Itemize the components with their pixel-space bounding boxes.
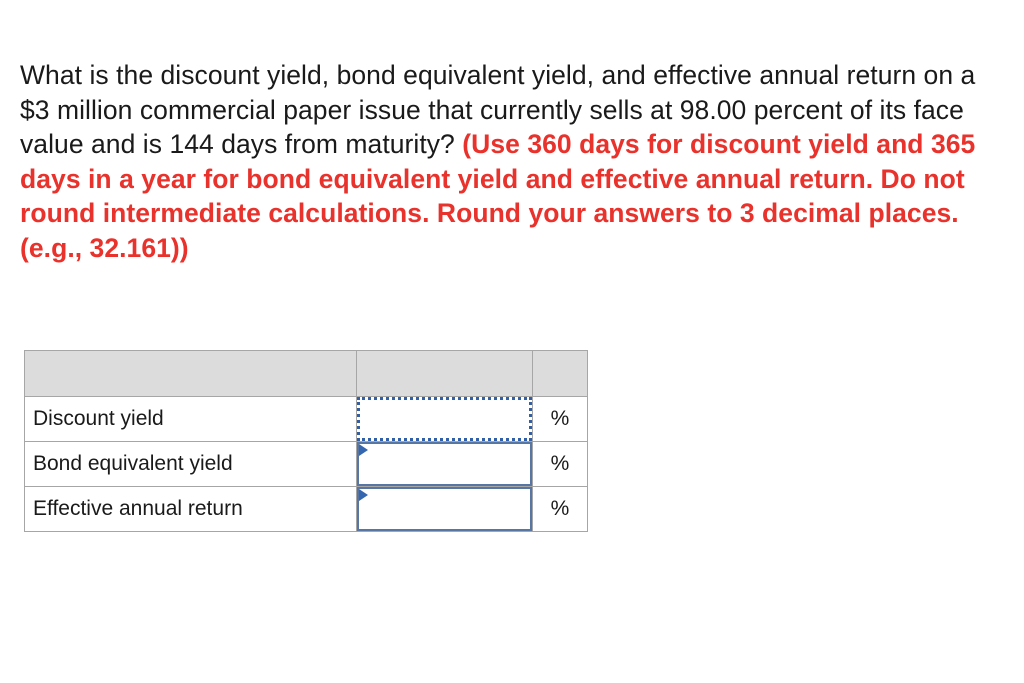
cell-flag-icon — [359, 444, 368, 456]
input-cell-discount-yield — [357, 397, 533, 442]
table-row — [25, 442, 588, 487]
bond-equivalent-yield-input-wrapper — [357, 442, 532, 486]
unit-effective-annual-return: % — [533, 487, 588, 532]
unit-bond-equivalent-yield: % — [533, 442, 588, 487]
bond-equivalent-yield-input[interactable] — [359, 444, 530, 484]
answer-table — [24, 350, 588, 532]
header-cell-value — [357, 351, 533, 397]
unit-discount-yield: % — [533, 397, 588, 442]
table-row — [25, 397, 588, 442]
input-cell-bond-equivalent-yield — [357, 442, 533, 487]
question-instruction: (Use 360 days for discount yield and 365 days in a year for bond equivalent yield and effective annual return. Do not round intermediate calculations. Round your answers to 3 decimal places. (e.g., 32.161)) — [20, 129, 976, 263]
row-label-bond-equivalent-yield: Bond equivalent yield — [25, 442, 357, 487]
question-body: What is the discount yield, bond equivalent yield, and effective annual return on a $3 million commercial paper issue that currently sells at 98.00 percent of its face value and is 144 days from maturity? — [20, 60, 976, 160]
effective-annual-return-input-wrapper — [357, 487, 532, 531]
question-text — [20, 58, 1010, 266]
header-cell-unit — [533, 351, 588, 397]
row-label-effective-annual-return: Effective annual return — [25, 487, 357, 532]
cell-flag-icon — [359, 489, 368, 501]
table-row — [25, 487, 588, 532]
row-label-discount-yield: Discount yield — [25, 397, 357, 442]
header-cell-label — [25, 351, 357, 397]
discount-yield-input[interactable] — [360, 400, 529, 438]
input-cell-effective-annual-return — [357, 487, 533, 532]
discount-yield-input-wrapper — [357, 397, 532, 441]
effective-annual-return-input[interactable] — [359, 489, 530, 529]
table-header-row — [25, 351, 588, 397]
